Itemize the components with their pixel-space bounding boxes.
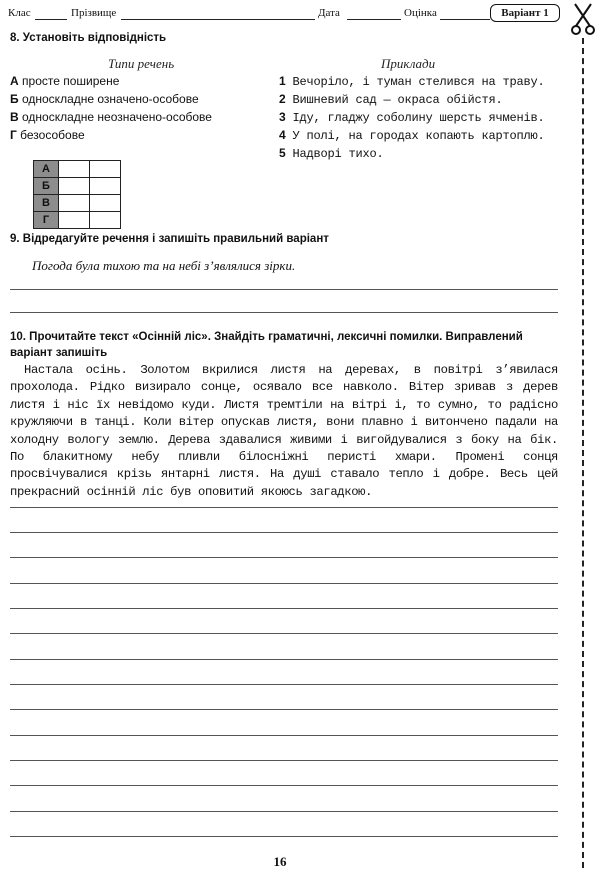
answer-line[interactable] bbox=[10, 709, 558, 710]
answer-row bbox=[34, 212, 121, 229]
answer-row bbox=[34, 195, 121, 212]
answer-row bbox=[34, 178, 121, 195]
task9-title: 9. Відредагуйте речення і запишіть правильний варіант bbox=[10, 233, 329, 245]
examples-heading: Приклади bbox=[381, 56, 436, 71]
answer-table bbox=[33, 160, 121, 229]
answer-row-label: Б bbox=[34, 178, 59, 195]
answer-line[interactable] bbox=[10, 836, 558, 837]
answer-line[interactable] bbox=[10, 557, 558, 558]
answer-line[interactable] bbox=[10, 507, 558, 508]
answer-line[interactable] bbox=[10, 659, 558, 660]
answer-row-label: А bbox=[34, 161, 59, 178]
class-label: Клас bbox=[8, 7, 31, 19]
option-b: Б односкладне означено-особове bbox=[10, 92, 199, 106]
answer-line[interactable] bbox=[10, 312, 558, 313]
answer-cell[interactable] bbox=[59, 161, 90, 178]
answer-cell[interactable] bbox=[59, 195, 90, 212]
option-v: В односкладне неозначено-особове bbox=[10, 110, 212, 124]
answer-line[interactable] bbox=[10, 532, 558, 533]
task10-text: Настала осінь. Золотом вкрилися листя на деревах, в повітрі з’явилася прохолода. Рідко визирало сонце, осявало все навколо. Вітер зривав з дерев листя і ніс їх невідомо куди. Листя тремтіли на вітрі і, то сумно, то радісно кружляючи в танці. Коли вітер опускав листя, вони плавно і витончено падали на холодну вологу землю. Дерева здавалися живими і вигойдувалися з боку на бік. По блакитному небу пливли білосніжні перисті хмари. Промені сонця просвічувалися крізь янтарні листя. На душі ставало тепло і добре. Весь цей прекрасний осінній ліс був оповитий якоюсь загадкою. bbox=[10, 363, 558, 499]
answer-line[interactable] bbox=[10, 583, 558, 584]
answer-line[interactable] bbox=[10, 785, 558, 786]
answer-line[interactable] bbox=[10, 735, 558, 736]
task10-title: 10. Прочитайте текст «Осінній ліс». Знайдіть граматичні, лексичні помилки. Виправлений варіант запишіть bbox=[10, 331, 523, 359]
page-number: 16 bbox=[273, 854, 287, 869]
answer-row bbox=[34, 161, 121, 178]
task9-sentence: Погода була тихою та на небі з’являлися зірки. bbox=[32, 258, 296, 273]
answer-line[interactable] bbox=[10, 608, 558, 609]
date-blank[interactable] bbox=[347, 19, 401, 20]
answer-line[interactable] bbox=[10, 760, 558, 761]
example-3: 3 Іду, гладжу соболину шерсть ячменів. bbox=[279, 110, 545, 125]
answer-cell[interactable] bbox=[59, 178, 90, 195]
scissors-icon bbox=[571, 2, 595, 36]
answer-cell[interactable] bbox=[90, 212, 121, 229]
answer-row-label: В bbox=[34, 195, 59, 212]
task8-title: 8. Установіть відповідність bbox=[10, 32, 167, 44]
grade-label: Оцінка bbox=[404, 7, 437, 19]
example-4: 4 У полі, на городах копають картоплю. bbox=[279, 128, 545, 143]
answer-cell[interactable] bbox=[90, 178, 121, 195]
date-label: Дата bbox=[318, 7, 340, 19]
surname-blank[interactable] bbox=[121, 19, 315, 20]
example-5: 5 Надворі тихо. bbox=[279, 146, 384, 161]
variant-badge: Варіант 1 bbox=[490, 4, 560, 22]
grade-blank[interactable] bbox=[440, 19, 490, 20]
answer-cell[interactable] bbox=[90, 161, 121, 178]
types-heading: Типи речень bbox=[108, 56, 175, 71]
answer-line[interactable] bbox=[10, 684, 558, 685]
example-1: 1 Вечоріло, і туман стелився на траву. bbox=[279, 74, 545, 89]
example-2: 2 Вишневий сад — окраса обійстя. bbox=[279, 92, 503, 107]
option-a: А просте поширене bbox=[10, 74, 120, 88]
answer-line[interactable] bbox=[10, 289, 558, 290]
surname-label: Прізвище bbox=[71, 7, 117, 19]
header bbox=[8, 4, 560, 22]
answer-cell[interactable] bbox=[90, 195, 121, 212]
answer-line[interactable] bbox=[10, 633, 558, 634]
class-blank[interactable] bbox=[35, 19, 67, 20]
answer-cell[interactable] bbox=[59, 212, 90, 229]
answer-row-label: Г bbox=[34, 212, 59, 229]
answer-line[interactable] bbox=[10, 811, 558, 812]
option-g: Г безособове bbox=[10, 128, 85, 142]
cut-line bbox=[582, 38, 584, 868]
